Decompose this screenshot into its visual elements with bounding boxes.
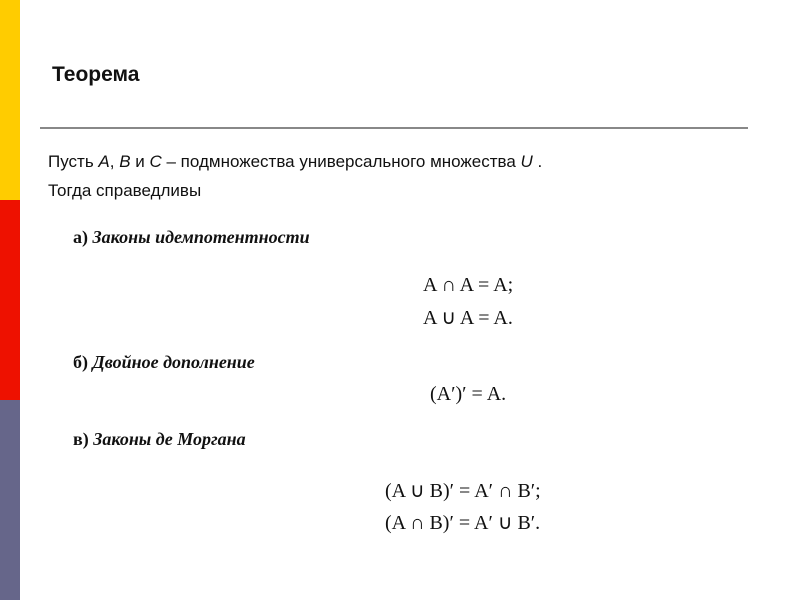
sidebar-slate-segment — [0, 400, 20, 600]
theorem-statement — [48, 147, 542, 205]
statement-lead: Пусть — [48, 152, 99, 171]
set-a-symbol: A — [98, 152, 110, 171]
section-de-morgan-laws-heading — [73, 429, 246, 450]
statement-line-2: Тогда справедливы — [48, 181, 202, 200]
formula-intersection-idempotent: A ∩ A = A; — [423, 274, 514, 296]
section-title-double-complement: Двойное дополнение — [92, 352, 255, 372]
slide-title: Теорема — [52, 63, 140, 86]
formula-de-morgan-intersection: (A ∩ B)′ = A′ ∪ B′. — [385, 512, 541, 534]
set-c-symbol: C — [149, 152, 162, 171]
section-marker-c: в) — [73, 429, 89, 449]
statement-middle: – подмножества универсального множества — [161, 152, 521, 171]
set-b-symbol: B — [119, 152, 131, 171]
section-idempotent-laws-heading — [73, 227, 310, 248]
sidebar-red-segment — [0, 200, 20, 400]
statement-separator-2: и — [130, 152, 150, 171]
section-double-complement-heading — [73, 352, 255, 373]
statement-tail: . — [532, 152, 543, 171]
section-title-de-morgan-laws: Законы де Моргана — [93, 429, 246, 449]
decorative-sidebar — [0, 0, 20, 600]
universal-set-symbol: U — [520, 152, 533, 171]
section-marker-a: а) — [73, 227, 88, 247]
formula-double-complement: (A′)′ = A. — [430, 383, 507, 405]
statement-line-1 — [48, 147, 542, 176]
title-divider — [40, 127, 748, 129]
section-title-idempotent-laws: Законы идемпотентности — [92, 227, 310, 247]
sidebar-yellow-segment — [0, 0, 20, 200]
section-marker-b: б) — [73, 352, 88, 372]
formula-de-morgan-union: (A ∪ B)′ = A′ ∩ B′; — [385, 480, 541, 502]
statement-separator-1: , — [109, 152, 120, 171]
formula-union-idempotent: A ∪ A = A. — [423, 307, 513, 329]
